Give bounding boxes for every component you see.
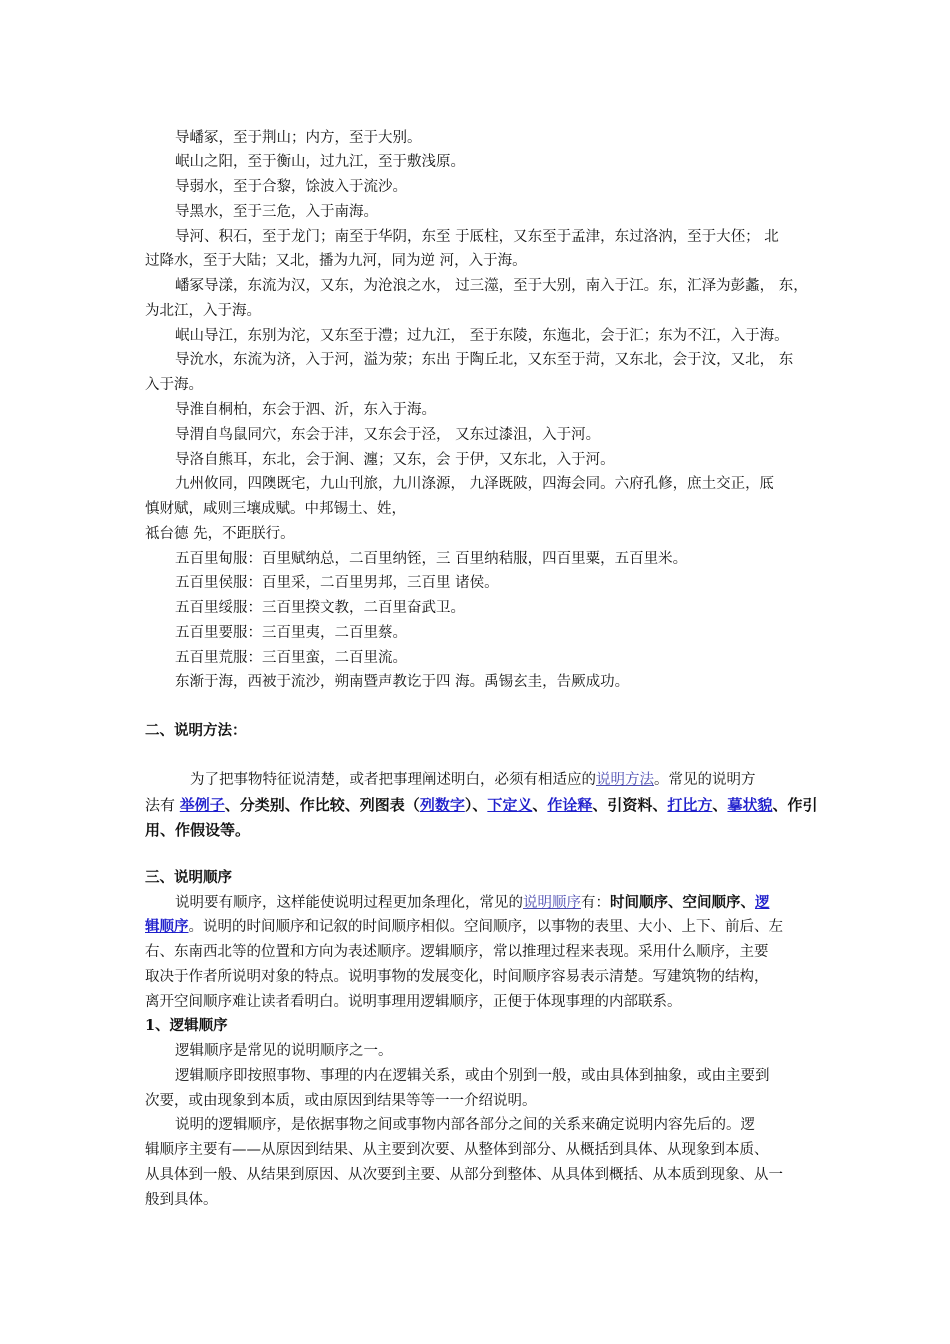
logical-order-line: 从具体到一般、从结果到原因、从次要到主要、从部分到整体、从具体到概括、从本质到现象、从一: [145, 1167, 783, 1183]
subsection-heading-logical-order: 1、逻辑顺序: [145, 1017, 228, 1034]
logical-order-line: 般到具体。: [145, 1192, 218, 1208]
link-interpretation[interactable]: 作诠释: [547, 796, 593, 814]
link-logical-order[interactable]: 辑顺序: [145, 918, 189, 935]
section-heading-methods: 二、说明方法：: [145, 722, 247, 739]
link-explanation-methods[interactable]: 说明方法: [596, 772, 654, 788]
text: 有：: [581, 895, 610, 911]
text: 说明要有顺序，这样能使说明过程更加条理化，常见的: [175, 895, 523, 911]
poem-line: 五百里荒服：三百里蛮，二百里流。: [175, 650, 407, 666]
poem-line: 入于海。: [145, 377, 203, 393]
order-paragraph-line: [145, 915, 809, 939]
link-example[interactable]: 举例子: [179, 796, 225, 814]
poem-line: 导河、积石，至于龙门；南至于华阴，东至 于厎柱，又东至于孟津，东过洛汭，至于大伾； 北: [175, 229, 779, 245]
link-logical-order[interactable]: 逻: [755, 894, 770, 911]
poem-line: 东渐于海，西被于流沙，朔南暨声教讫于四 海。禹锡玄圭，告厥成功。: [175, 674, 630, 690]
link-description[interactable]: 摹状貌: [727, 796, 773, 814]
text: 、分类别、作比较、列图表（: [224, 796, 420, 814]
poem-line: 五百里甸服：百里赋纳总，二百里纳铚，三 百里纳秸服，四百里粟，五百里米。: [175, 551, 688, 567]
text: 、引资料、: [592, 796, 668, 814]
poem-line: 导淮自桐柏，东会于泗、沂，东入于海。: [175, 402, 436, 418]
poem-line: 导黑水，至于三危，入于南海。: [175, 204, 378, 220]
link-definition[interactable]: 下定义: [487, 796, 533, 814]
poem-line: 慎财赋，咸则三壤成赋。中邦锡土、姓，: [145, 501, 406, 517]
poem-line: 嶓冢导漾，东流为汉，又东，为沧浪之水， 过三澨，至于大别，南入于江。东，汇泽为彭蠡， 东，: [175, 278, 808, 294]
poem-line: 五百里要服：三百里夷，二百里蔡。: [175, 625, 407, 641]
text: 时间顺序、空间顺序、: [610, 894, 755, 911]
poem-line: 导沇水，东流为济，入于河，溢为荥；东出 于陶丘北，又东至于菏，又东北，会于汶，又北， 东: [175, 352, 794, 368]
methods-paragraph-line: [145, 793, 818, 817]
logical-order-line: 说明的逻辑顺序，是依据事物之间或事物内部各部分之间的关系来确定说明内容先后的。逻: [175, 1117, 755, 1133]
order-paragraph-line: 离开空间顺序难让读者看明白。说明事理用逻辑顺序，正便于体现事理的内部联系。: [145, 994, 682, 1010]
text: 、: [532, 796, 548, 814]
poem-line: 导弱水，至于合黎，馀波入于流沙。: [175, 179, 407, 195]
poem-line: 岷山之阳，至于衡山，过九江，至于敷浅原。: [175, 154, 465, 170]
poem-line: 岷山导江，东别为沱，又东至于澧；过九江， 至于东陵，东迤北，会于汇；东为不江，入于海。: [175, 328, 789, 344]
logical-order-line: 辑顺序主要有——从原因到结果、从主要到次要、从整体到部分、从概括到具体、从现象到本质、: [145, 1142, 769, 1158]
text: ）、: [464, 796, 488, 814]
text: 、: [712, 796, 728, 814]
text: 。常见的说明方: [654, 772, 756, 788]
methods-paragraph-line: 用、作假设等。: [145, 821, 251, 839]
link-metaphor[interactable]: 打比方: [667, 796, 713, 814]
poem-line: 祗台德 先，不距朕行。: [145, 526, 295, 542]
link-list-numbers[interactable]: 列数字: [419, 796, 465, 814]
text: 、作引: [772, 796, 818, 814]
text: 。说明的时间顺序和记叙的时间顺序相似。空间顺序，以事物的表里、大小、上下、前后、左: [188, 919, 783, 935]
text: 法有: [145, 796, 180, 814]
poem-line: 过降水，至于大陆；又北，播为九河，同为逆 河，入于海。: [145, 253, 527, 269]
poem-line: 导渭自鸟鼠同穴，东会于沣，又东会于泾， 又东过漆沮，入于河。: [175, 427, 601, 443]
poem-line: 五百里绥服：三百里揆文教，二百里奋武卫。: [175, 600, 465, 616]
link-explanation-order[interactable]: 说明顺序: [523, 895, 581, 911]
poem-line: 导嶓冢，至于荆山；内方，至于大别。: [175, 130, 422, 146]
order-paragraph-line: 取决于作者所说明对象的特点。说明事物的发展变化，时间顺序容易表示清楚。写建筑物的结构，: [145, 969, 769, 985]
poem-line: 导洛自熊耳，东北，会于涧、瀍；又东，会 于伊，又东北，入于河。: [175, 452, 615, 468]
logical-order-line: 逻辑顺序即按照事物、事理的内在逻辑关系，或由个别到一般，或由具体到抽象，或由主要到: [175, 1068, 770, 1084]
methods-paragraph-line: [190, 768, 808, 792]
poem-line: 五百里侯服：百里采，二百里男邦，三百里 诸侯。: [175, 575, 499, 591]
order-paragraph-line: [175, 891, 811, 915]
text: 为了把事物特征说清楚，或者把事理阐述明白，必须有相适应的: [190, 772, 596, 788]
poem-line: 九州攸同，四隩既宅，九山刊旅，九川涤源， 九泽既陂，四海会同。六府孔修，庶土交正，厎: [175, 476, 775, 492]
section-heading-order: 三、说明顺序: [145, 869, 232, 886]
logical-order-line: 逻辑顺序是常见的说明顺序之一。: [175, 1043, 393, 1059]
poem-line: 为北江，入于海。: [145, 303, 261, 319]
logical-order-line: 次要，或由现象到本质，或由原因到结果等等一一介绍说明。: [145, 1093, 537, 1109]
order-paragraph-line: 右、东南西北等的位置和方向为表述顺序。逻辑顺序，常以推理过程来表现。采用什么顺序，主要: [145, 944, 769, 960]
